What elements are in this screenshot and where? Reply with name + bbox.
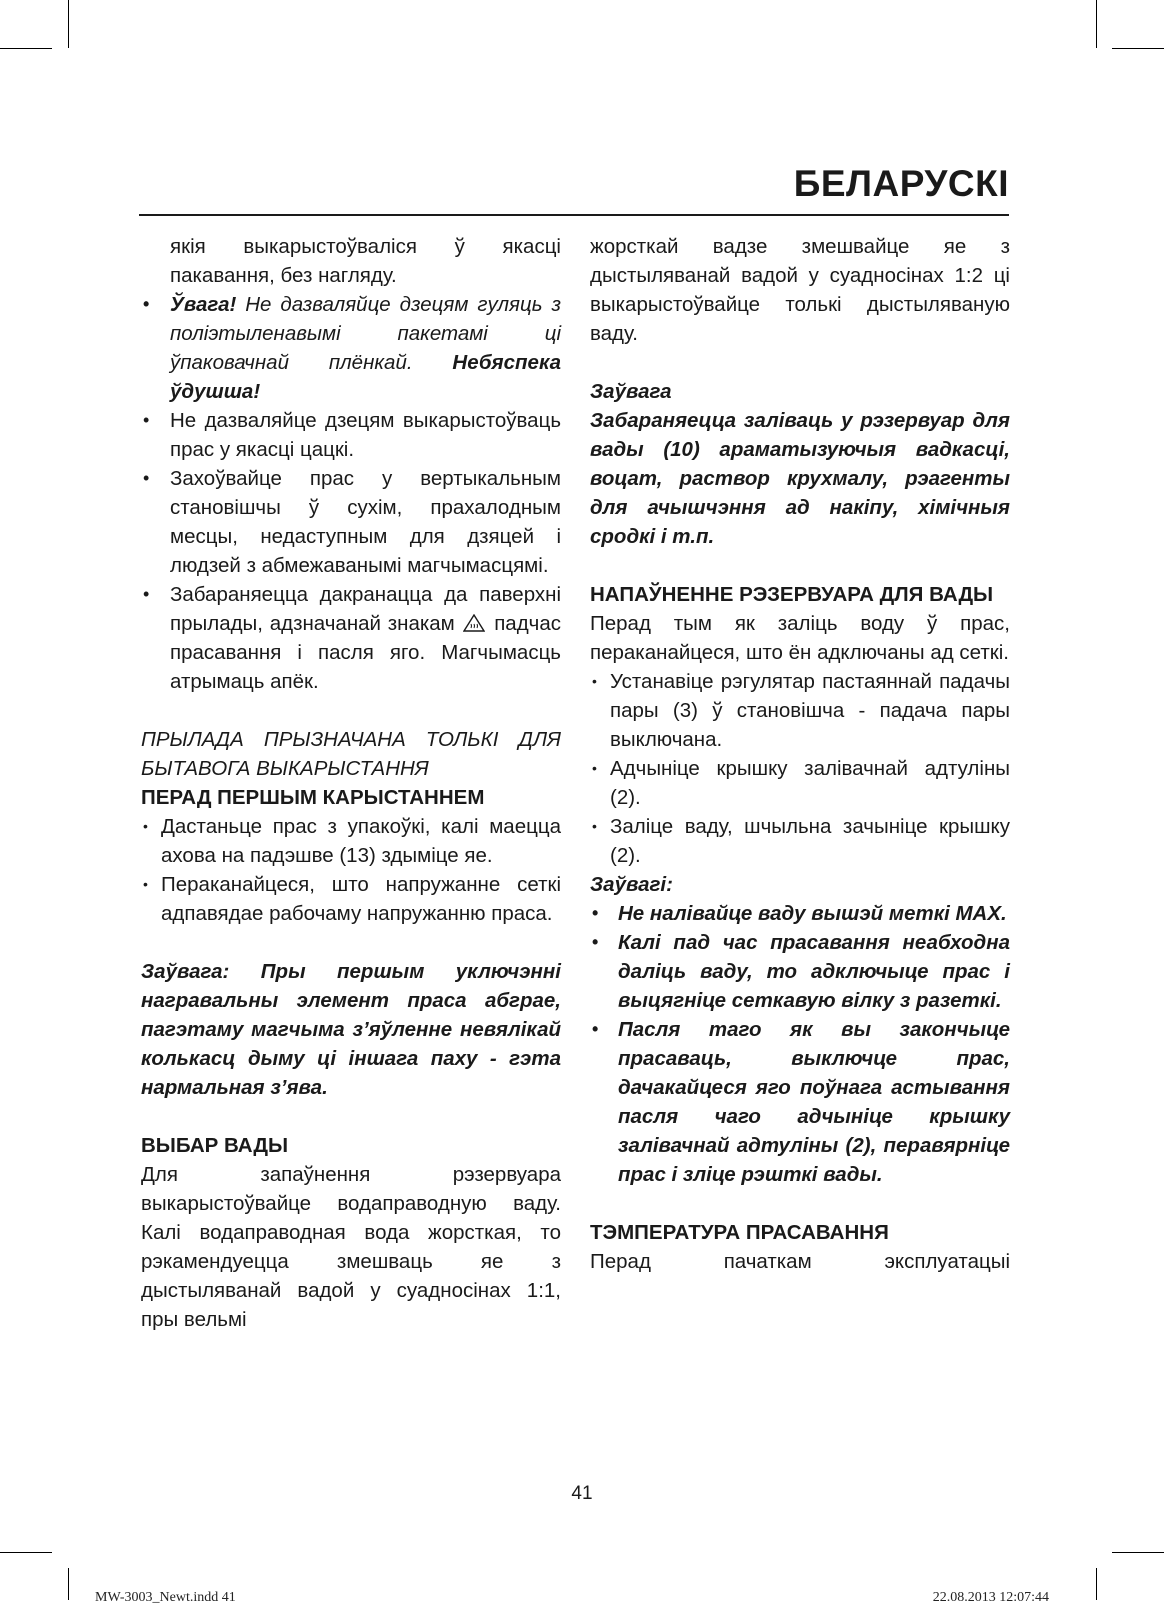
list-item-text: падчас прасавання і пасля яго. Магчымасць атрымаць апёк. [170,612,561,693]
intro-continuation: якія выкарыстоўваліся ў якасці пакавання, без нагляду. [170,235,561,287]
bullet: • [143,876,148,892]
list-item-text: Пасля таго як вы закончыце прасаваць, выключце прас, дачакайцеся яго поўнага астывання пасля чаго адчыніце крышку залівачнай адтуліны (2), перавярніце прас і зліце рэшткі вады. [618,1018,1010,1186]
crop-mark [1096,0,1097,48]
crop-mark [0,1552,52,1553]
list-item [590,899,1010,928]
bullet: • [592,673,597,689]
water-continuation: жорсткай вадзе змешвайце яе з дыстыляванай вадой у суадносінах 1:2 ці выкарыстоўвайце толькі дыстыляваную ваду. [590,235,1010,345]
list-item-text: Адчыніце крышку залівачнай адтуліны (2). [610,757,1010,809]
list-item [141,812,561,870]
fill-text: Перад тым як заліць воду ў прас, пераканайцеся, што ён адключаны ад сеткі. [590,612,1010,664]
list-item [590,928,1010,1015]
bullet: • [592,818,597,834]
first-use-note: Заўвага: Пры першым уключэнні награвальны элемент праса абграе, пагэтаму магчыма з’яўленне невялікай колькасц дыму ці іншага паху - гэта нармальная з’ява. [141,960,561,1099]
water-text: Для запаўнення рэзервуара выкарыстоўвайце водаправодную ваду. Калі водаправодная вода жорсткая, то рэкамендуецца змешваць яе з дыстыляванай вадой у суадносінах 1:1, пры вельмі [141,1163,561,1331]
crop-mark [68,0,69,48]
page-number: 41 [571,1483,593,1504]
crop-mark [1112,1552,1164,1553]
warning-text: Не дазваляйце дзецям гуляць з поліэтыленавымі пакетамі ці ўпаковачнай плёнкай. [170,293,561,374]
section-heading-fill: НАПАЎНЕННЕ РЭЗЕРВУАРА ДЛЯ ВАДЫ [590,583,994,606]
notes-label: Заўвагі: [590,873,673,896]
section-heading-water: ВЫБАР ВАДЫ [141,1134,289,1157]
safety-list [141,290,561,696]
section-heading-temperature: ТЭМПЕРАТУРА ПРАСАВАННЯ [590,1221,889,1244]
list-item-text: Пераканайцеся, што напружанне сеткі адпавядае рабочаму напружанню праса. [161,873,561,925]
list-item [141,870,561,928]
bullet: • [143,584,150,604]
notes-list [590,899,1010,1189]
bullet: • [592,932,599,952]
list-item [141,580,561,696]
household-use-notice: ПРЫЛАДА ПРЫЗНАЧАНА ТОЛЬКІ ДЛЯ БЫТАВОГА ВЫКАРЫСТАННЯ [141,728,561,780]
bullet: • [143,410,150,430]
slug-date: 22.08.2013 12:07:44 [932,1590,1049,1605]
bullet: • [592,760,597,776]
list-item-text: Захоўвайце прас у вертыкальным становішчы ў сухім, прахалодным месцы, недаступным для дзяцей і людзей з абмежаванымі магчымасцямі. [170,467,561,577]
list-item-text: Забараняецца дакранацца да паверхні прылады, адзначанай знакам [170,583,561,635]
fill-steps-list [590,667,1010,870]
first-use-list [141,812,561,928]
bullet: • [592,903,599,923]
hot-surface-warning-icon [463,614,485,632]
danger-text: Небяспека ўдушша! [170,351,561,403]
header-rule [139,214,1009,216]
list-item-text: Калі пад час прасавання неабходна даліць ваду, то адключыце прас і выцягніце сеткавую вілку з разеткі. [618,931,1010,1012]
note-text: Забараняецца заліваць у рэзервуар для вады (10) араматызуючыя вадкасці, воцат, раствор крухмалу, рэагенты для ачышчэння ад накіпу, хімічныя сродкі і т.п. [590,409,1010,548]
list-item-text: Не дазваляйце дзецям выкарыстоўваць прас у якасці цацкі. [170,409,561,461]
bullet: • [592,1019,599,1039]
crop-mark [68,1568,69,1600]
list-item-text: Дастаньце прас з упакоўкі, калі маецца ахова на падэшве (13) здыміце яе. [161,815,561,867]
list-item-text: Не налівайце ваду вышэй меткі MAX. [618,902,1007,925]
list-item [590,667,1010,754]
left-column [141,232,561,1334]
list-item [141,290,561,406]
bullet: • [143,818,148,834]
temperature-text: Перад пачаткам эксплуатацыі [590,1250,1010,1273]
warning-label: Ўвага! [170,293,237,316]
right-column [590,232,1010,1276]
note-label: Заўвага [590,380,672,403]
crop-mark [0,48,52,49]
list-item [590,1015,1010,1189]
page-title: БЕЛАРУСКІ [793,163,1009,204]
list-item-text: Устанавіце рэгулятар пастаяннай падачы пары (3) ў становішча - падача пары выключана. [610,670,1010,751]
list-item [141,464,561,580]
list-item [141,406,561,464]
bullet: • [143,468,150,488]
section-heading-first-use: ПЕРАД ПЕРШЫМ КАРЫСТАННЕМ [141,786,485,809]
list-item-text: Заліце ваду, шчыльна зачыніце крышку (2). [610,815,1010,867]
crop-mark [1112,48,1164,49]
list-item [590,812,1010,870]
bullet: • [143,294,150,314]
slug-file-name: MW-3003_Newt.indd 41 [95,1590,236,1605]
list-item [590,754,1010,812]
crop-mark [1096,1568,1097,1600]
